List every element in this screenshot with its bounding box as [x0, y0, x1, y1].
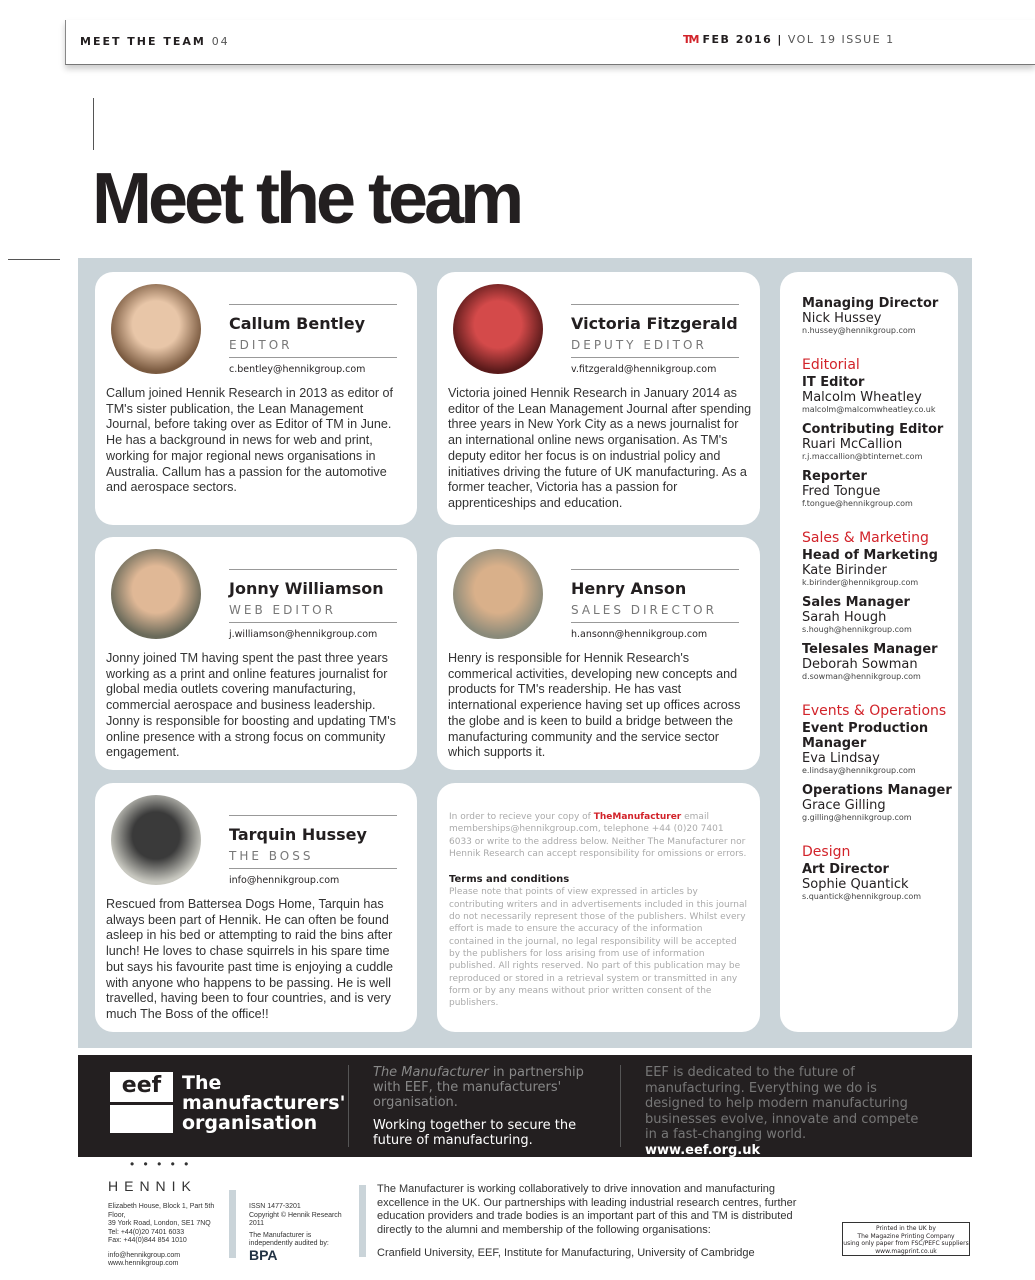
eef-logo-bar	[110, 1105, 173, 1133]
staff-title: Head of Marketing	[802, 548, 938, 563]
member-role: DEPUTY EDITOR	[571, 338, 707, 352]
member-role: EDITOR	[229, 338, 293, 352]
profile-photo	[111, 284, 201, 374]
staff-title: Sales Manager	[802, 595, 910, 610]
staff-email: g.gilling@hennikgroup.com	[802, 813, 912, 822]
staff-email: n.hussey@hennikgroup.com	[802, 326, 916, 335]
printer-line: The Magazine Printing Company	[857, 1232, 955, 1240]
staff-name: Kate Birinder	[802, 563, 887, 578]
hennik-dots: • • • • •	[130, 1157, 192, 1171]
address-line: Tel: +44(0)20 7401 6033	[108, 1228, 185, 1236]
staff-email: s.hough@hennikgroup.com	[802, 625, 912, 634]
member-bio: Callum joined Hennik Research in 2013 as editor of TM's sister publication, the Lean Management Journal, before taking over as Editor of TM in June. He has a background in news for web and print, working for major regional news organisations in Australia. Callum has a passion for the automotive and aerospace sectors.	[106, 386, 394, 495]
staff-entry	[802, 296, 958, 335]
eef-banner	[78, 1055, 972, 1157]
profile-photo	[453, 284, 543, 374]
member-role: THE BOSS	[229, 849, 314, 863]
section-label: MEET THE TEAM 04	[80, 35, 230, 48]
staff-title: Art Director	[802, 862, 889, 877]
staff-name: Deborah Sowman	[802, 657, 918, 672]
divider	[93, 98, 94, 150]
staff-entry	[802, 783, 958, 822]
team-card	[437, 272, 760, 525]
member-role: SALES DIRECTOR	[571, 603, 717, 617]
staff-entry	[802, 642, 958, 681]
member-name: Henry Anson	[571, 579, 687, 598]
eef-description: EEF is dedicated to the future of manufacturing. Everything we do is designed to help modern manufacturing businesses evolve, innovate and compete in a fast-changing world. www.eef.org.uk	[620, 1065, 920, 1147]
printer-info	[842, 1222, 970, 1256]
issue-label: TM FEB 2016 | VOL 19 ISSUE 1	[683, 33, 895, 46]
member-name: Tarquin Hussey	[229, 825, 367, 844]
member-role: WEB EDITOR	[229, 603, 336, 617]
bpa-logo: BPA	[249, 1246, 278, 1263]
address-line: 39 York Road, London, SE1 7NQ	[108, 1220, 211, 1227]
member-email: h.ansonn@hennikgroup.com	[571, 629, 708, 640]
partnership-text: The Manufacturer in partnership with EEF, the manufacturers' organisation. Working together to secure the future of manufacturing.	[348, 1065, 608, 1147]
member-name: Victoria Fitzgerald	[571, 314, 738, 333]
staff-title: Reporter	[802, 469, 867, 484]
staff-title: Managing Director	[802, 296, 939, 311]
profile-photo	[453, 549, 543, 639]
contact-line: info@hennikgroup.com	[108, 1251, 181, 1259]
staff-name: Nick Hussey	[802, 311, 882, 326]
staff-email: e.lindsay@hennikgroup.com	[802, 766, 916, 775]
team-card	[95, 783, 417, 1032]
staff-name: Sarah Hough	[802, 610, 887, 625]
contact-line: www.hennikgroup.com	[108, 1260, 179, 1267]
staff-directory	[780, 272, 958, 1032]
eef-logo: eef	[110, 1072, 173, 1102]
staff-section-heading: Design	[802, 844, 851, 860]
printer-line: www.magprint.co.uk	[875, 1247, 937, 1255]
team-card	[95, 272, 417, 525]
staff-entry	[802, 375, 958, 414]
publication-info: ISSN 1477-3201 Copyright © Hennik Research 2011 The Manufacturer is independently audited by: BPA	[249, 1203, 353, 1259]
eef-link[interactable]: www.eef.org.uk	[645, 1142, 761, 1158]
member-email: info@hennikgroup.com	[229, 875, 340, 886]
printer-line: Printed in the UK by	[876, 1225, 936, 1232]
staff-entry	[802, 548, 958, 587]
staff-name: Fred Tongue	[802, 484, 881, 499]
printer-line: using only paper from FSC/PEFC suppliers	[843, 1240, 969, 1248]
tm-logo: TM	[683, 33, 698, 46]
address	[108, 1203, 224, 1269]
team-card	[95, 537, 417, 770]
terms-heading: Terms and conditions	[449, 874, 570, 886]
staff-title: Telesales Manager	[802, 642, 938, 657]
staff-entry	[802, 862, 958, 901]
staff-name: Grace Gilling	[802, 798, 886, 813]
staff-email: d.sowman@hennikgroup.com	[802, 672, 921, 681]
staff-entry	[802, 721, 958, 775]
member-bio: Victoria joined Hennik Research in January 2014 as editor of the Lean Management Journal after spending three years in New York City as a news journalist for an international online news organisation. As TM's deputy editor her focus is on industrial policy and initiatives driving the future of UK manufacturing. As a former teacher, Victoria has a passion for apprenticeships and education.	[448, 386, 752, 510]
staff-title: Operations Manager	[802, 783, 952, 798]
staff-section-heading: Events & Operations	[802, 703, 947, 719]
staff-email: malcolm@malcomwheatley.co.uk	[802, 405, 936, 414]
staff-email: k.birinder@hennikgroup.com	[802, 578, 919, 587]
staff-email: r.j.maccallion@btinternet.com	[802, 452, 923, 461]
staff-email: s.quantick@hennikgroup.com	[802, 892, 922, 901]
manufacturer-logo: TheManufacturer	[593, 812, 682, 822]
member-name: Jonny Williamson	[229, 579, 384, 598]
staff-name: Eva Lindsay	[802, 751, 880, 766]
staff-section-heading: Editorial	[802, 357, 860, 373]
staff-entry	[802, 422, 958, 461]
address-line: Fax: +44(0)844 854 1010	[108, 1237, 187, 1244]
page-header	[65, 20, 1035, 65]
divider	[8, 259, 60, 260]
staff-name: Ruari McCallion	[802, 437, 903, 452]
member-bio: Rescued from Battersea Dogs Home, Tarquin has always been part of Hennik. He can often be found asleep in his bed or attempting to raid the bins after lunch! He loves to chase squirrels in his spare time but says his favourite past time is enjoying a cuddle with anyone who happens to be passing. He is well travelled, having been to four countries, and is very much The Boss of the office!!	[106, 897, 394, 1021]
staff-entry	[802, 595, 958, 634]
member-email: j.williamson@hennikgroup.com	[229, 629, 378, 640]
staff-title: Contributing Editor	[802, 422, 944, 437]
eef-org-name: The manufacturers' organisation	[182, 1072, 346, 1134]
terms-text: Please note that points of view expressed in articles by contributing writers and in advertisements included in this journal do not necessarily represent those of the publishers. Whilst every effort is made to ensure the accuracy of the information contained in the journal, no legal responsibility will be accepted by the publishers for loss arising from use of information published. All rights reserved. No part of this publication may be reproduced or stored in a retrieval system or transmitted in any form or by any means without prior written consent of the publishers.	[449, 887, 747, 1009]
member-bio: Jonny joined TM having spent the past three years working as a print and online features journalist for global media outlets covering manufacturing, commercial aerospace and business leadership. Jonny is responsible for boosting and updating TM's online presence with a strong focus on community engagement.	[106, 651, 396, 760]
staff-name: Sophie Quantick	[802, 877, 909, 892]
staff-entry	[802, 469, 958, 508]
member-bio: Henry is responsible for Hennik Research's commerical activities, developing new concepts and products for TM's readership. He has vast international experience having set up offices across the globe and is keen to build a bridge between the manufacturing community and the service sector which supports it.	[448, 651, 741, 760]
hennik-logo: HENNIK	[108, 1178, 197, 1194]
member-email: v.fitzgerald@hennikgroup.com	[571, 364, 717, 375]
member-name: Callum Bentley	[229, 314, 365, 333]
staff-section-heading: Sales & Marketing	[802, 530, 929, 546]
staff-email: f.tongue@hennikgroup.com	[802, 499, 913, 508]
staff-title: IT Editor	[802, 375, 865, 390]
profile-photo	[111, 795, 201, 885]
member-email: c.bentley@hennikgroup.com	[229, 364, 366, 375]
team-card	[437, 537, 760, 770]
staff-title: Event Production Manager	[802, 721, 929, 751]
address-line: Elizabeth House, Block 1, Part 5th Floor,	[108, 1203, 215, 1219]
profile-photo	[111, 549, 201, 639]
staff-name: Malcolm Wheatley	[802, 390, 922, 405]
collab-text: The Manufacturer is working collaboratively to drive innovation and manufacturing excellence in the UK. Our partnerships with leading industrial research centres, further education providers and trade bodies is an important part of this and TM is distributed directly to the alumni and membership of the following organisations: Cranfield University, EEF, Institute for Manufacturing, University of Cambridge	[377, 1183, 797, 1259]
subscription-info: In order to recieve your copy of TheManufacturer email memberships@hennikgroup.com, telephone +44 (0)20 7401 6033 or write to the address below. Neither The Manufacturer nor Hennik Research can accept responsibility for omissions or errors. Terms and conditions Please note that points of view expressed in articles by contributing writers and in advertisements included in this journal do not necessarily represent those of the publishers. Whilst every effort is made to ensure the accuracy of the information contained in the journal, no legal responsibility will be accepted by the publishers for loss arising from use of information published. All rights reserved. No part of this publication may be reproduced or stored in a retrieval system or transmitted in any form or by any means without prior written consent of the publishers.	[437, 783, 760, 1032]
page-title: Meet the team	[92, 159, 521, 239]
